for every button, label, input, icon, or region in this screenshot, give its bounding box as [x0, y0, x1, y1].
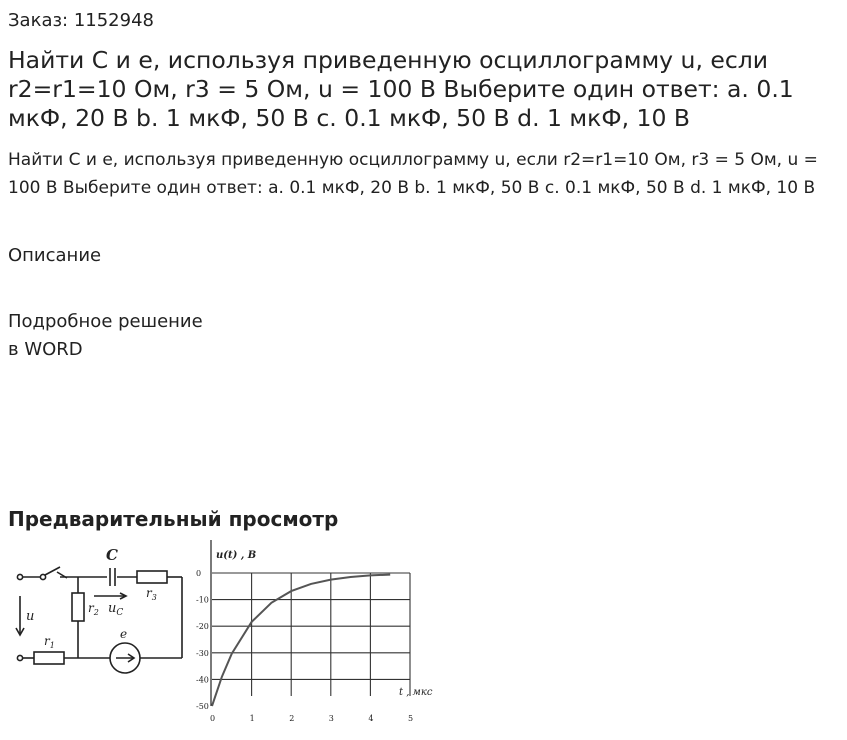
x-tick-label: 1	[249, 714, 255, 723]
resistor-r1	[34, 652, 64, 664]
series-line	[212, 575, 390, 706]
circuit-diagram	[16, 567, 182, 673]
y-tick-label: -40	[196, 675, 209, 685]
solution-info	[8, 308, 203, 364]
y-tick-label: -30	[196, 648, 209, 658]
x-tick-label: 3	[328, 714, 334, 723]
y-tick-label: -10	[196, 595, 209, 605]
label-c: C	[106, 546, 118, 564]
description-heading: Описание	[8, 245, 102, 266]
preview-svg	[10, 538, 440, 728]
y-tick-label: -20	[196, 622, 209, 632]
x-tick-label: 4	[368, 714, 374, 723]
order-number: Заказ: 1152948	[8, 10, 154, 31]
y-axis-label: u(t) , В	[216, 550, 257, 561]
x-tick-label: 2	[289, 714, 295, 723]
problem-description: Найти C и e, используя приведенную осциллограмму u, если r2=r1=10 Ом, r3 = 5 Ом, u = 100 В Выберите один ответ: a. 0.1 мкФ, 20 В b. 1 мкФ, 50 В c. 0.1 мкФ, 50 В d. 1 мкФ, 10 В	[8, 150, 818, 198]
terminal-top	[17, 574, 22, 579]
chart-grid	[212, 573, 410, 696]
chart-ticks	[196, 569, 413, 723]
label-u: u	[26, 609, 35, 624]
x-tick-label: 0	[210, 714, 216, 723]
label-e: e	[120, 627, 128, 641]
label-r3: $r_3$	[146, 586, 157, 602]
y-tick-label: -50	[196, 702, 209, 711]
solution-format-line: в WORD	[8, 339, 83, 360]
terminal-bottom	[17, 655, 22, 660]
circuit-labels	[26, 546, 157, 650]
label-r1: $r_1$	[44, 634, 55, 650]
page-title: Найти C и e, используя приведенную осциллограмму u, если r2=r1=10 Ом, r3 = 5 Ом, u = 100 В Выберите один ответ: a. 0.1 мкФ, 20 В b. 1 мкФ, 50 В c. 0.1 мкФ, 50 В d. 1 мкФ, 10 В	[8, 46, 794, 132]
solution-info-line: Подробное решение	[8, 311, 203, 332]
switch-contact	[40, 574, 45, 579]
y-tick-label: 0	[196, 569, 202, 578]
preview-image	[10, 538, 440, 728]
switch-blade	[45, 567, 60, 575]
label-uc: $u_C$	[108, 601, 124, 618]
preview-heading: Предварительный просмотр	[8, 507, 339, 531]
x-axis-label: t , мкс	[399, 687, 433, 698]
resistor-r2	[72, 593, 84, 621]
label-r2: $r_2$	[88, 601, 99, 617]
x-tick-label: 5	[408, 714, 414, 723]
resistor-r3	[137, 571, 167, 583]
oscillogram	[196, 540, 433, 723]
